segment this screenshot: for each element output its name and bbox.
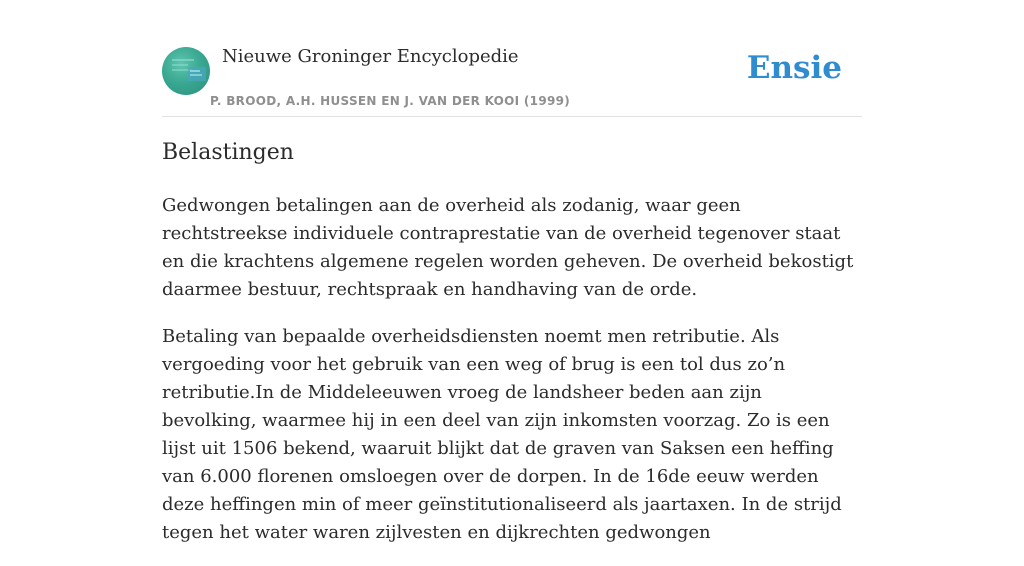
book-title[interactable]: Nieuwe Groninger Encyclopedie <box>222 46 519 67</box>
page-title: Belastingen <box>162 140 294 165</box>
paragraph: Gedwongen betalingen aan de overheid als zodanig, waar geen rechtstreekse individuele contraprestatie van de overheid tegenover staat en die krachtens algemene regelen worden geheven. De overheid bekostigt daarmee bestuur, rechtspraak en handhaving van de orde. <box>162 195 854 300</box>
book-cover-icon[interactable] <box>162 47 210 95</box>
page <box>162 0 862 543</box>
ensie-logo[interactable]: Ensie <box>746 50 842 86</box>
authors-byline: P. BROOD, A.H. HUSSEN EN J. VAN DER KOOI (1999) <box>210 94 571 108</box>
paragraph: Betaling van bepaalde overheidsdiensten noemt men retributie. Als vergoeding voor het gebruik van een weg of brug is een tol dus zo’n retributie.In de Middeleeuwen vroeg de landsheer beden aan zijn bevolking, waarmee hij in een deel van zijn inkomsten voorzag. Zo is een lijst uit 1506 bekend, waaruit blijkt dat de graven van Saksen een heffing van 6.000 florenen omsloegen over de dorpen. In de 16de eeuw werden deze heffingen min of meer geïnstitutionaliseerd als jaartaxen. In de strijd tegen het water waren zijlvesten en dijkrechten gedwongen <box>162 326 842 543</box>
entry-body <box>162 192 862 566</box>
header <box>162 0 862 117</box>
